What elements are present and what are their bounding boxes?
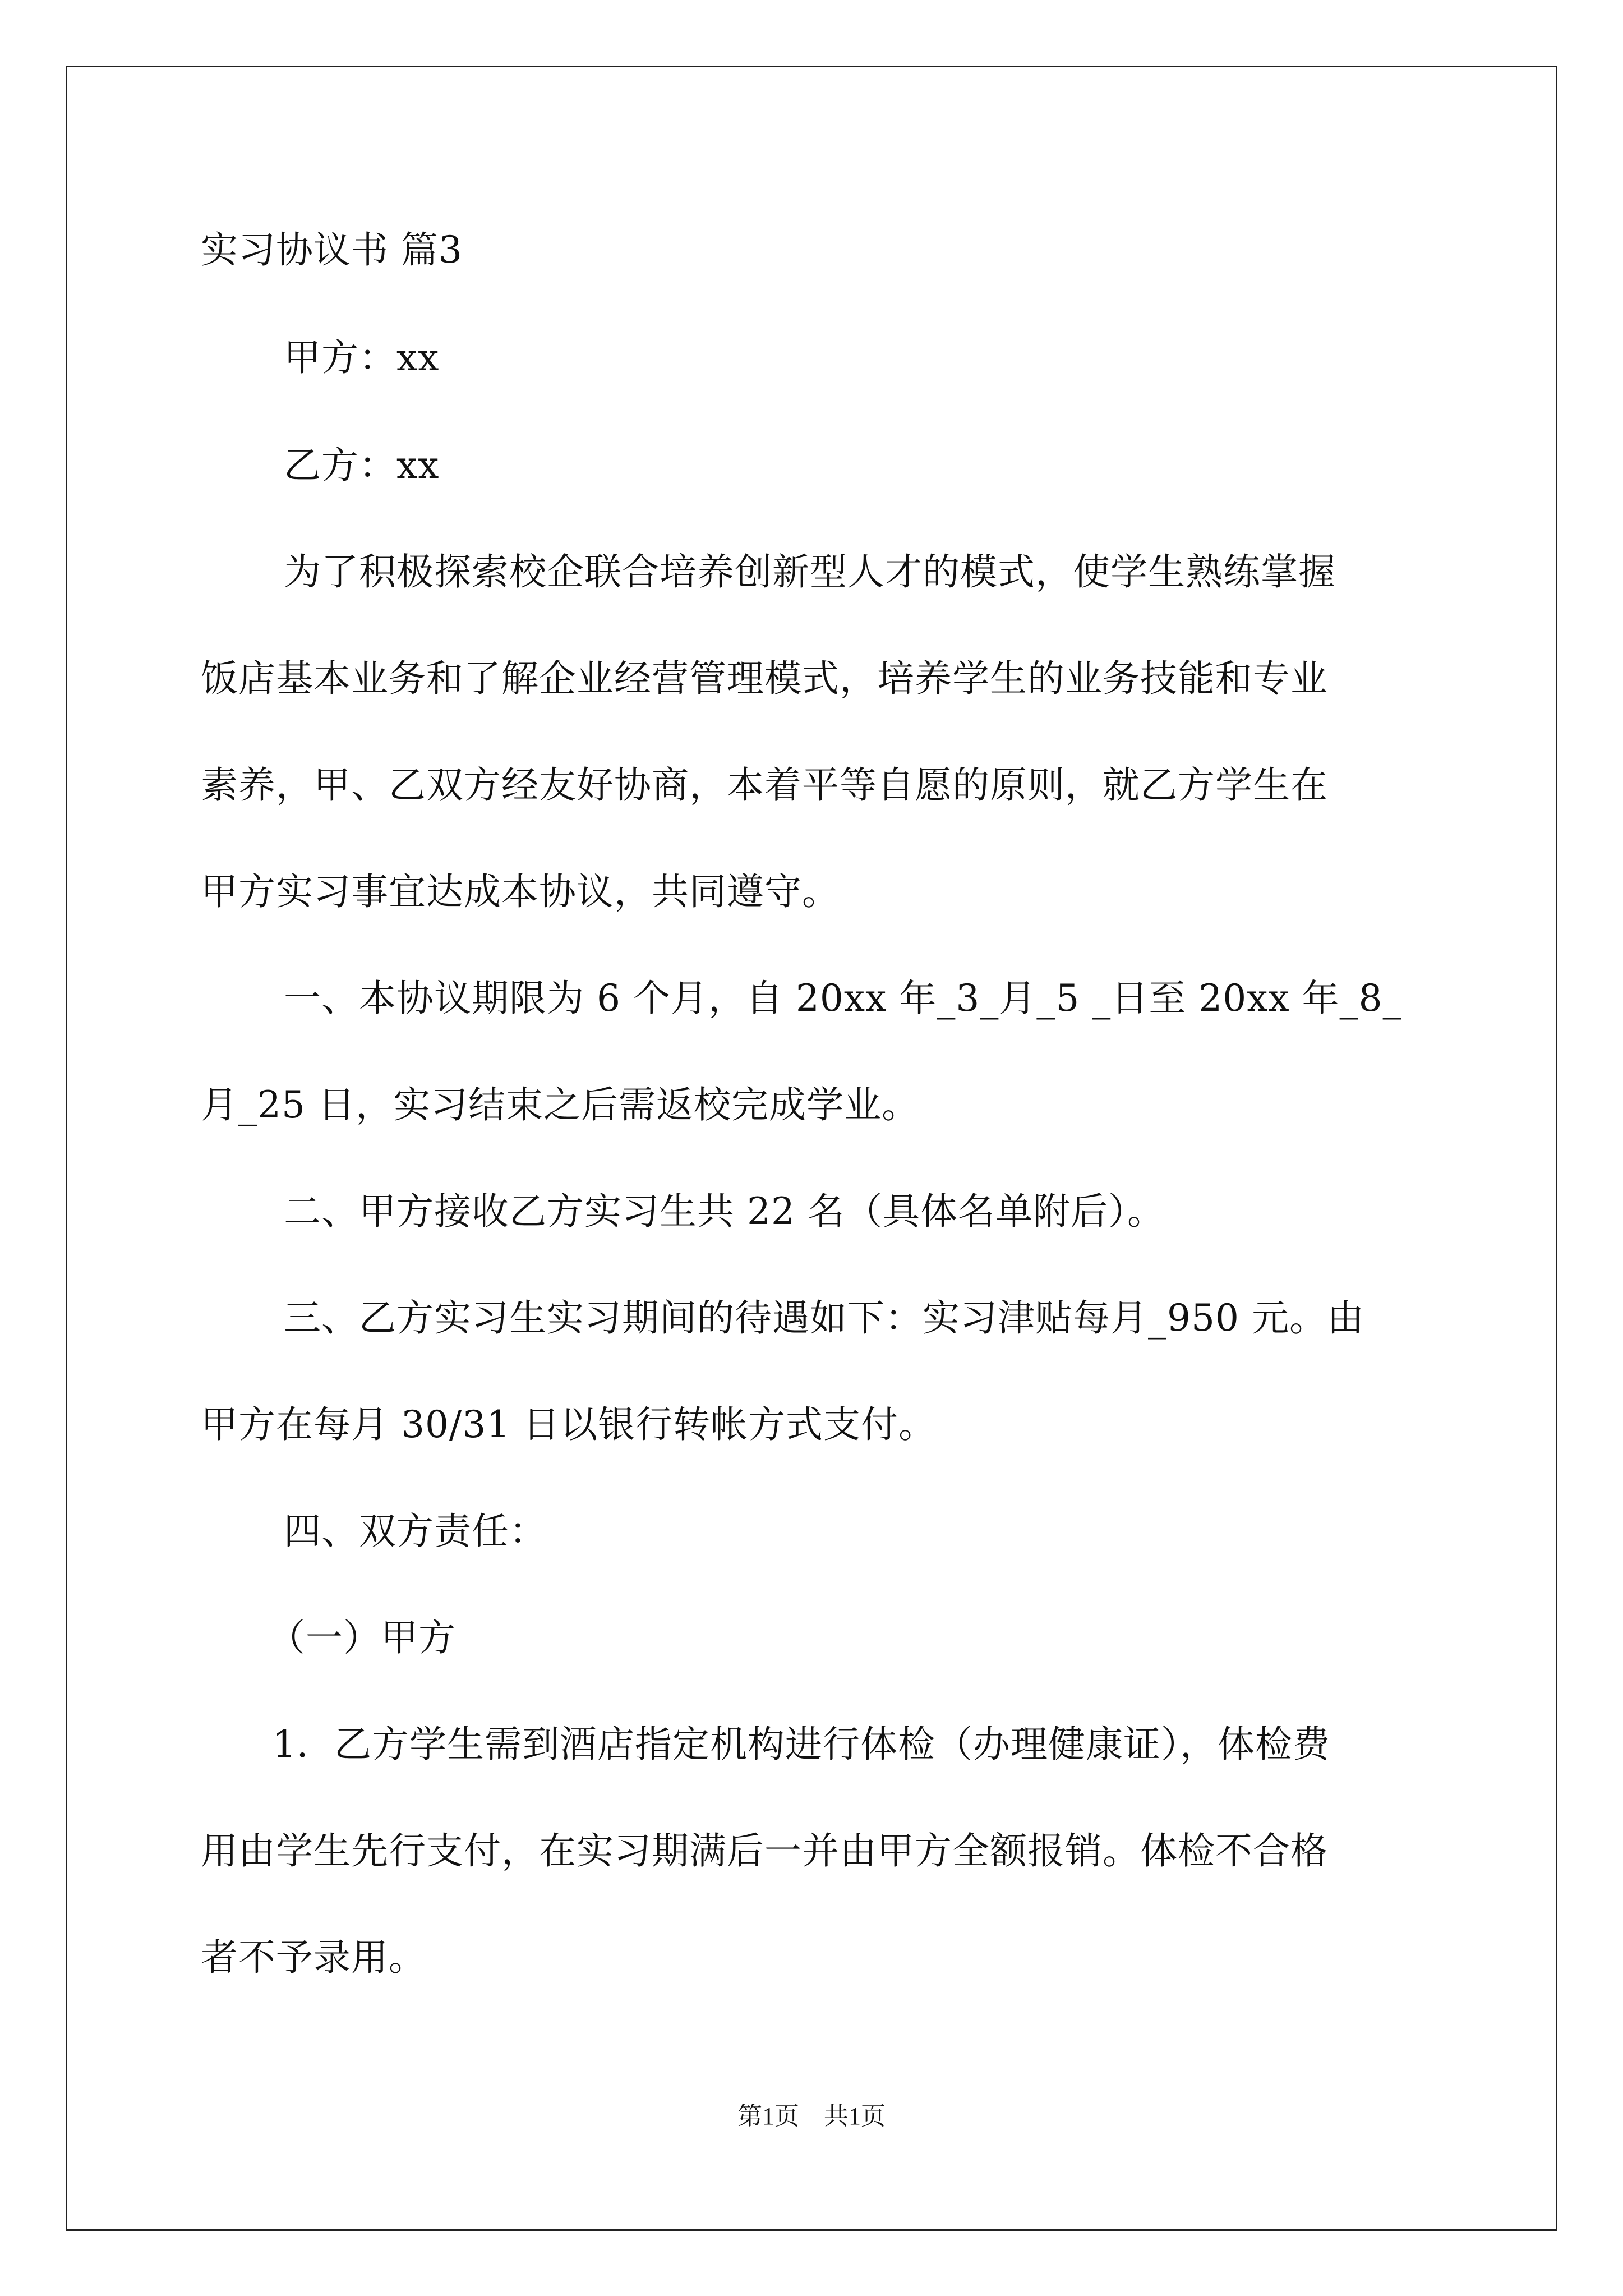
paragraph-line: 者不予录用。 <box>201 1936 426 1979</box>
subsection-heading: （一）甲方 <box>268 1616 456 1659</box>
party-a-line: 甲方：xx <box>284 336 440 379</box>
paragraph-line: 一、本协议期限为 6 个月，自 20xx 年_3_月_5 _日至 20xx 年_8_ <box>284 977 1402 1020</box>
paragraph-line: 甲方在每月 30/31 日以银行转帐方式支付。 <box>201 1403 937 1446</box>
paragraph-line: 月_25 日，实习结束之后需返校完成学业。 <box>201 1083 919 1126</box>
paragraph-line: 甲方实习事宜达成本协议，共同遵守。 <box>201 870 840 913</box>
page-border <box>66 66 1557 2231</box>
party-b-line: 乙方：xx <box>284 444 440 487</box>
paragraph-line: 用由学生先行支付，在实习期满后一并由甲方全额报销。体检不合格 <box>201 1829 1328 1872</box>
paragraph-line: 三、乙方实习生实习期间的待遇如下：实习津贴每月_950 元。由 <box>284 1296 1364 1340</box>
paragraph-line: 二、甲方接收乙方实习生共 22 名（具体名单附后）。 <box>284 1190 1165 1233</box>
document-title: 实习协议书 篇3 <box>201 228 463 272</box>
paragraph-line: 素养，甲、乙双方经友好协商，本着平等自愿的原则，就乙方学生在 <box>201 763 1328 807</box>
section-heading: 四、双方责任： <box>284 1510 547 1553</box>
paragraph-line: 1．乙方学生需到酒店指定机构进行体检（办理健康证），体检费 <box>273 1723 1330 1766</box>
paragraph-line: 饭店基本业务和了解企业经营管理模式，培养学生的业务技能和专业 <box>201 657 1328 700</box>
paragraph-line: 为了积极探索校企联合培养创新型人才的模式，使学生熟练掌握 <box>284 550 1336 593</box>
page-footer: 第1页 共1页 <box>737 2102 886 2130</box>
